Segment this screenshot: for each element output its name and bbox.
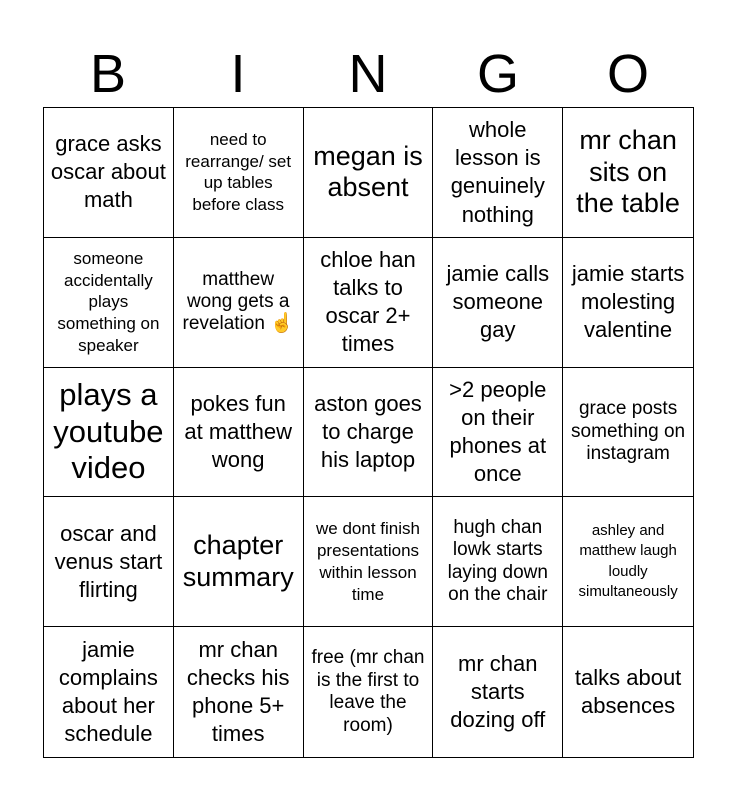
bingo-cell[interactable]: mr chan sits on the table	[563, 108, 693, 238]
bingo-cell[interactable]: talks about absences	[574, 664, 682, 719]
bingo-cell[interactable]: ashley and matthew laugh loudly simultaneously	[563, 497, 693, 627]
bingo-cell[interactable]: free (mr chan is the first to leave the room)	[304, 627, 434, 757]
bingo-cell[interactable]: grace asks oscar about math	[44, 108, 174, 238]
bingo-cell[interactable]: chloe han talks to oscar 2+ times	[304, 238, 434, 368]
header-letter-o: O	[606, 44, 649, 104]
bingo-cell[interactable]: jamie calls someone gay	[433, 238, 563, 368]
bingo-cell[interactable]: we dont finish presentations within lesson time	[304, 497, 434, 627]
bingo-card-grid	[43, 107, 694, 758]
bingo-cell[interactable]: chapter summary	[174, 497, 304, 627]
bingo-cell[interactable]: matthew wong gets a revelation ☝️	[174, 238, 304, 368]
bingo-cell[interactable]: mr chan checks his phone 5+ times	[174, 627, 304, 757]
bingo-cell[interactable]: grace posts something on instagram	[563, 368, 693, 498]
bingo-cell[interactable]: mr chan starts dozing off	[433, 627, 563, 757]
header-letter-g: G	[476, 44, 519, 104]
bingo-cell[interactable]: megan is absent	[304, 108, 434, 238]
bingo-header	[43, 40, 693, 108]
bingo-cell[interactable]: pokes fun at matthew wong	[174, 368, 304, 498]
bingo-cell[interactable]: plays a youtube video	[44, 368, 174, 498]
bingo-cell[interactable]: someone accidentally plays something on speaker	[44, 238, 174, 368]
bingo-cell[interactable]: >2 people on their phones at once	[433, 368, 563, 498]
bingo-cell[interactable]: jamie starts molesting valentine	[563, 238, 693, 368]
bingo-cell[interactable]: hugh chan lowk starts laying down on the chair	[433, 497, 563, 627]
bingo-cell[interactable]: need to rearrange/ set up tables before class	[174, 108, 304, 238]
header-letter-i: I	[230, 44, 246, 104]
bingo-cell[interactable]: jamie complains about her schedule	[44, 627, 174, 757]
header-letter-n: N	[348, 44, 388, 104]
header-letter-b: B	[89, 44, 127, 104]
bingo-cell[interactable]: whole lesson is genuinely nothing	[433, 108, 563, 238]
bingo-cell[interactable]: oscar and venus start flirting	[44, 497, 174, 627]
bingo-cell[interactable]: aston goes to charge his laptop	[304, 368, 434, 498]
